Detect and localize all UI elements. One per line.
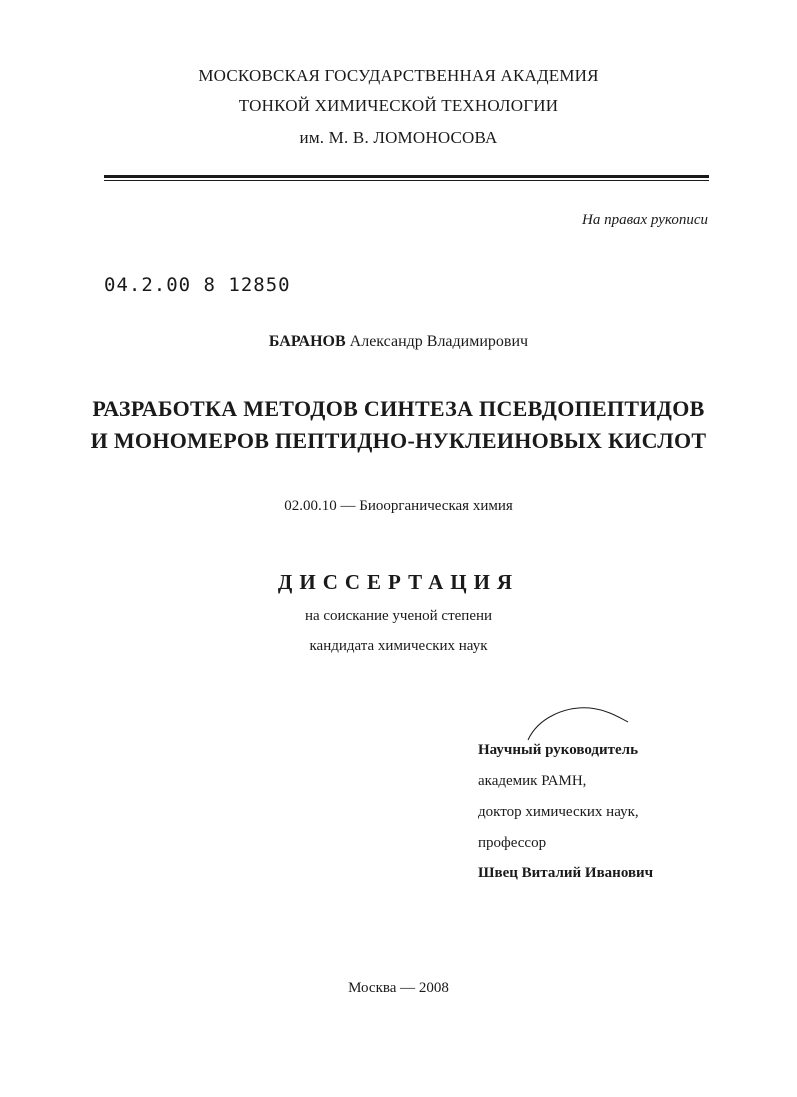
dissertation-line-2: кандидата химических наук [309, 638, 488, 654]
supervisor-rank-3: профессор [478, 835, 547, 851]
signature-mark [520, 700, 640, 745]
institution-line-1: МОСКОВСКАЯ ГОСУДАРСТВЕННАЯ АКАДЕМИЯ [198, 66, 599, 85]
dissertation-heading: ДИССЕРТАЦИЯ [277, 570, 520, 594]
dissertation-line-1: на соискание ученой степени [304, 608, 493, 624]
supervisor-label: Научный руководитель [478, 742, 638, 758]
title-line-1: РАЗРАБОТКА МЕТОДОВ СИНТЕЗА ПСЕВДОПЕПТИДОВ [92, 396, 705, 421]
rights-notice: На правах рукописи [582, 212, 708, 228]
author-surname: БАРАНОВ [268, 333, 346, 350]
header-rule-thin [104, 180, 709, 181]
supervisor-rank-1: академик РАМН, [478, 773, 587, 789]
author-name [0, 333, 797, 351]
title-line-2: И МОНОМЕРОВ ПЕПТИДНО-НУКЛЕИНОВЫХ КИСЛОТ [90, 428, 707, 453]
institution-line-3: им. М. В. ЛОМОНОСОВА [299, 128, 498, 147]
institution-line-2: ТОНКОЙ ХИМИЧЕСКОЙ ТЕХНОЛОГИИ [238, 96, 559, 115]
specialty: 02.00.10 — Биоорганическая химия [284, 498, 513, 514]
footer-city-year: Москва — 2008 [348, 980, 449, 996]
library-code-stamp: 04.2.00 8 12850 [104, 274, 291, 296]
author-given-name: Александр Владимирович [349, 333, 529, 350]
header-rule-thick [104, 175, 709, 178]
supervisor-rank-2: доктор химических наук, [478, 804, 639, 820]
supervisor-name: Швец Виталий Иванович [478, 865, 654, 881]
